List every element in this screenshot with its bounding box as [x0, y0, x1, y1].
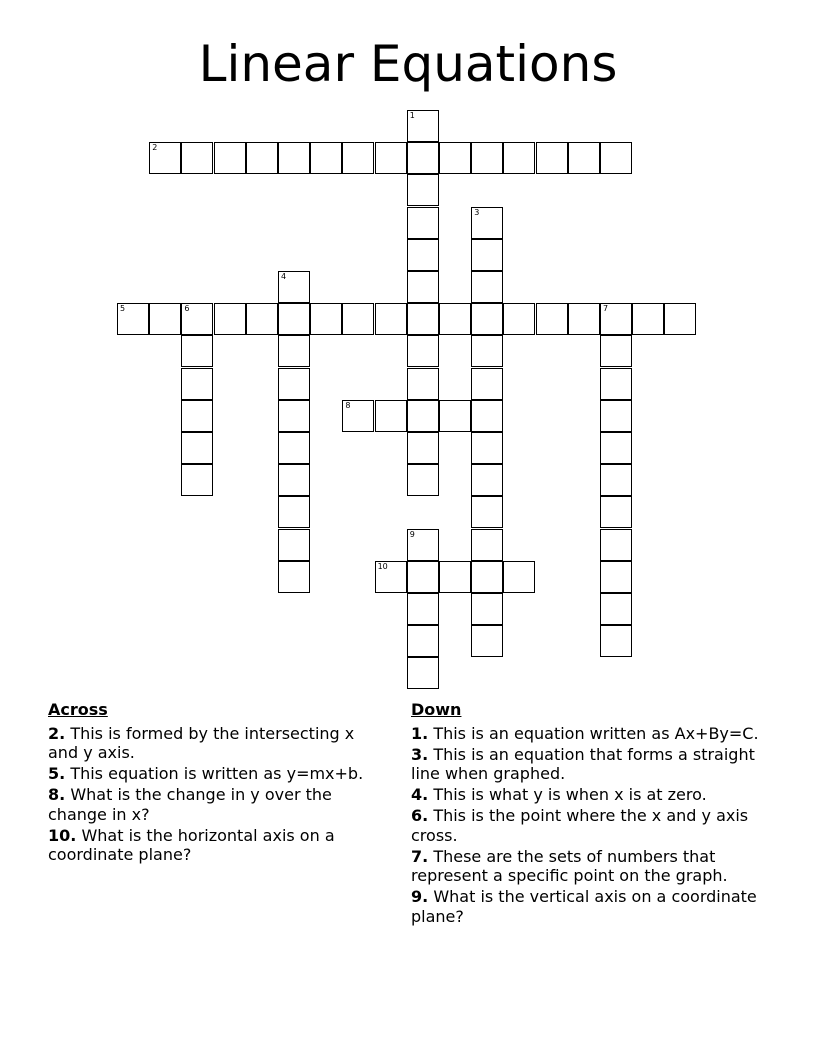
clue-number-label: 5 [120, 304, 126, 314]
clue-number: 7. [411, 846, 429, 866]
crossword-cell[interactable] [503, 142, 535, 174]
crossword-cell[interactable] [471, 335, 503, 367]
crossword-cell[interactable] [278, 400, 310, 432]
crossword-cell[interactable] [439, 561, 471, 593]
crossword-cell[interactable] [568, 142, 600, 174]
crossword-cell[interactable] [181, 368, 213, 400]
crossword-cell[interactable] [278, 368, 310, 400]
clue-number-label: 10 [377, 561, 388, 571]
crossword-cell[interactable] [600, 593, 632, 625]
crossword-cell[interactable] [471, 561, 503, 593]
crossword-cell[interactable] [471, 400, 503, 432]
crossword-cell[interactable] [471, 207, 503, 239]
clue-item [48, 826, 388, 865]
crossword-cell[interactable] [407, 142, 439, 174]
crossword-cell[interactable] [471, 142, 503, 174]
crossword-cell[interactable] [342, 400, 374, 432]
clue-item [411, 806, 781, 845]
crossword-cell[interactable] [278, 271, 310, 303]
crossword-cell[interactable] [246, 303, 278, 335]
crossword-cell[interactable] [278, 432, 310, 464]
clue-text: This is formed by the intersecting x and y axis. [48, 723, 355, 762]
crossword-cell[interactable] [439, 303, 471, 335]
crossword-cell[interactable] [503, 561, 535, 593]
clue-number: 1. [411, 723, 429, 743]
crossword-cell[interactable] [600, 432, 632, 464]
crossword-cell[interactable] [375, 142, 407, 174]
clue-number: 2. [48, 723, 66, 743]
crossword-cell[interactable] [407, 368, 439, 400]
clue-number: 8. [48, 785, 66, 804]
crossword-cell[interactable] [407, 400, 439, 432]
crossword-cell[interactable] [117, 303, 149, 335]
crossword-cell[interactable] [407, 657, 439, 689]
crossword-cell[interactable] [471, 368, 503, 400]
clue-item [48, 785, 388, 824]
clue-number: 5. [48, 764, 66, 783]
clue-text: What is the horizontal axis on a coordinate plane? [48, 825, 335, 864]
crossword-cell[interactable] [600, 303, 632, 335]
crossword-cell[interactable] [278, 303, 310, 335]
crossword-cell[interactable] [407, 271, 439, 303]
crossword-cell[interactable] [181, 303, 213, 335]
crossword-cell[interactable] [214, 303, 246, 335]
crossword-cell[interactable] [600, 400, 632, 432]
crossword-cell[interactable] [407, 432, 439, 464]
crossword-cell[interactable] [536, 303, 568, 335]
crossword-cell[interactable] [407, 110, 439, 142]
crossword-cell[interactable] [278, 464, 310, 496]
crossword-cell[interactable] [439, 400, 471, 432]
clue-number: 10. [48, 825, 77, 845]
clue-number-label: 3 [474, 207, 480, 217]
crossword-cell[interactable] [375, 561, 407, 593]
clue-number: 9. [411, 887, 429, 906]
clue-item [48, 764, 388, 784]
crossword-cell[interactable] [471, 593, 503, 625]
crossword-cell[interactable] [471, 432, 503, 464]
crossword-cell[interactable] [600, 335, 632, 367]
crossword-cell[interactable] [181, 432, 213, 464]
crossword-cell[interactable] [278, 561, 310, 593]
crossword-cell[interactable] [149, 303, 181, 335]
page-title: Linear Equations [198, 35, 618, 93]
clue-item [411, 847, 781, 886]
crossword-cell[interactable] [471, 625, 503, 657]
down-clues [411, 700, 781, 928]
clue-number: 3. [411, 744, 429, 764]
crossword-cell[interactable] [407, 174, 439, 206]
crossword-cell[interactable] [471, 529, 503, 561]
clue-number-label: 8 [345, 400, 351, 410]
crossword-cell[interactable] [342, 303, 374, 335]
clue-number-label: 2 [152, 143, 158, 153]
crossword-cell[interactable] [632, 303, 664, 335]
down-heading: Down [411, 700, 462, 719]
crossword-cell[interactable] [407, 207, 439, 239]
crossword-cell[interactable] [439, 142, 471, 174]
crossword-cell[interactable] [407, 464, 439, 496]
clue-text: This is what y is when x is at zero. [433, 785, 707, 804]
crossword-cell[interactable] [471, 496, 503, 528]
crossword-cell[interactable] [278, 529, 310, 561]
crossword-cell[interactable] [246, 142, 278, 174]
clue-number: 4. [411, 785, 429, 804]
crossword-cell[interactable] [471, 464, 503, 496]
crossword-cell[interactable] [149, 142, 181, 174]
clue-item [411, 785, 781, 805]
crossword-cell[interactable] [600, 368, 632, 400]
clue-number: 6. [411, 806, 429, 825]
crossword-cell[interactable] [278, 496, 310, 528]
crossword-cell[interactable] [407, 529, 439, 561]
crossword-cell[interactable] [600, 625, 632, 657]
clue-text: These are the sets of numbers that represent a specific point on the graph. [411, 846, 728, 885]
crossword-cell[interactable] [310, 303, 342, 335]
crossword-cell[interactable] [407, 303, 439, 335]
crossword-cell[interactable] [375, 400, 407, 432]
clue-text: What is the vertical axis on a coordinate plane? [411, 887, 757, 926]
crossword-cell[interactable] [600, 496, 632, 528]
clue-number-label: 9 [409, 529, 415, 539]
crossword-cell[interactable] [600, 464, 632, 496]
crossword-cell[interactable] [375, 303, 407, 335]
crossword-cell[interactable] [407, 593, 439, 625]
crossword-cell[interactable] [214, 142, 246, 174]
crossword-cell[interactable] [503, 303, 535, 335]
crossword-cell[interactable] [600, 142, 632, 174]
clue-text: This is the point where the x and y axis cross. [411, 806, 749, 845]
crossword-cell[interactable] [407, 239, 439, 271]
clue-number-label: 4 [281, 272, 287, 281]
crossword-cell[interactable] [407, 561, 439, 593]
clue-number-label: 1 [409, 111, 415, 120]
crossword-cell[interactable] [600, 529, 632, 561]
crossword-cell[interactable] [536, 142, 568, 174]
crossword-cell[interactable] [342, 142, 374, 174]
clue-item [411, 724, 781, 744]
crossword-cell[interactable] [471, 303, 503, 335]
crossword-cell[interactable] [278, 335, 310, 367]
crossword-cell[interactable] [471, 271, 503, 303]
across-heading: Across [48, 700, 108, 719]
clue-item [411, 745, 781, 784]
clue-text: What is the change in y over the change in x? [48, 785, 332, 824]
crossword-cell[interactable] [471, 239, 503, 271]
crossword-cell[interactable] [181, 335, 213, 367]
crossword-cell[interactable] [664, 303, 696, 335]
clue-text: This equation is written as y=mx+b. [70, 764, 364, 783]
crossword-cell[interactable] [407, 625, 439, 657]
crossword-cell[interactable] [278, 142, 310, 174]
crossword-cell[interactable] [181, 142, 213, 174]
crossword-cell[interactable] [181, 464, 213, 496]
clue-text: This is an equation written as Ax+By=C. [433, 723, 759, 743]
crossword-cell[interactable] [181, 400, 213, 432]
clue-number-label: 7 [603, 304, 609, 314]
across-clues [48, 700, 388, 866]
clue-text: This is an equation that forms a straight line when graphed. [411, 744, 755, 783]
crossword-cell[interactable] [310, 142, 342, 174]
clue-item [48, 724, 388, 763]
clue-item [411, 887, 781, 926]
crossword-cell[interactable] [600, 561, 632, 593]
clue-number-label: 6 [184, 304, 190, 314]
crossword-cell[interactable] [568, 303, 600, 335]
crossword-cell[interactable] [407, 335, 439, 367]
